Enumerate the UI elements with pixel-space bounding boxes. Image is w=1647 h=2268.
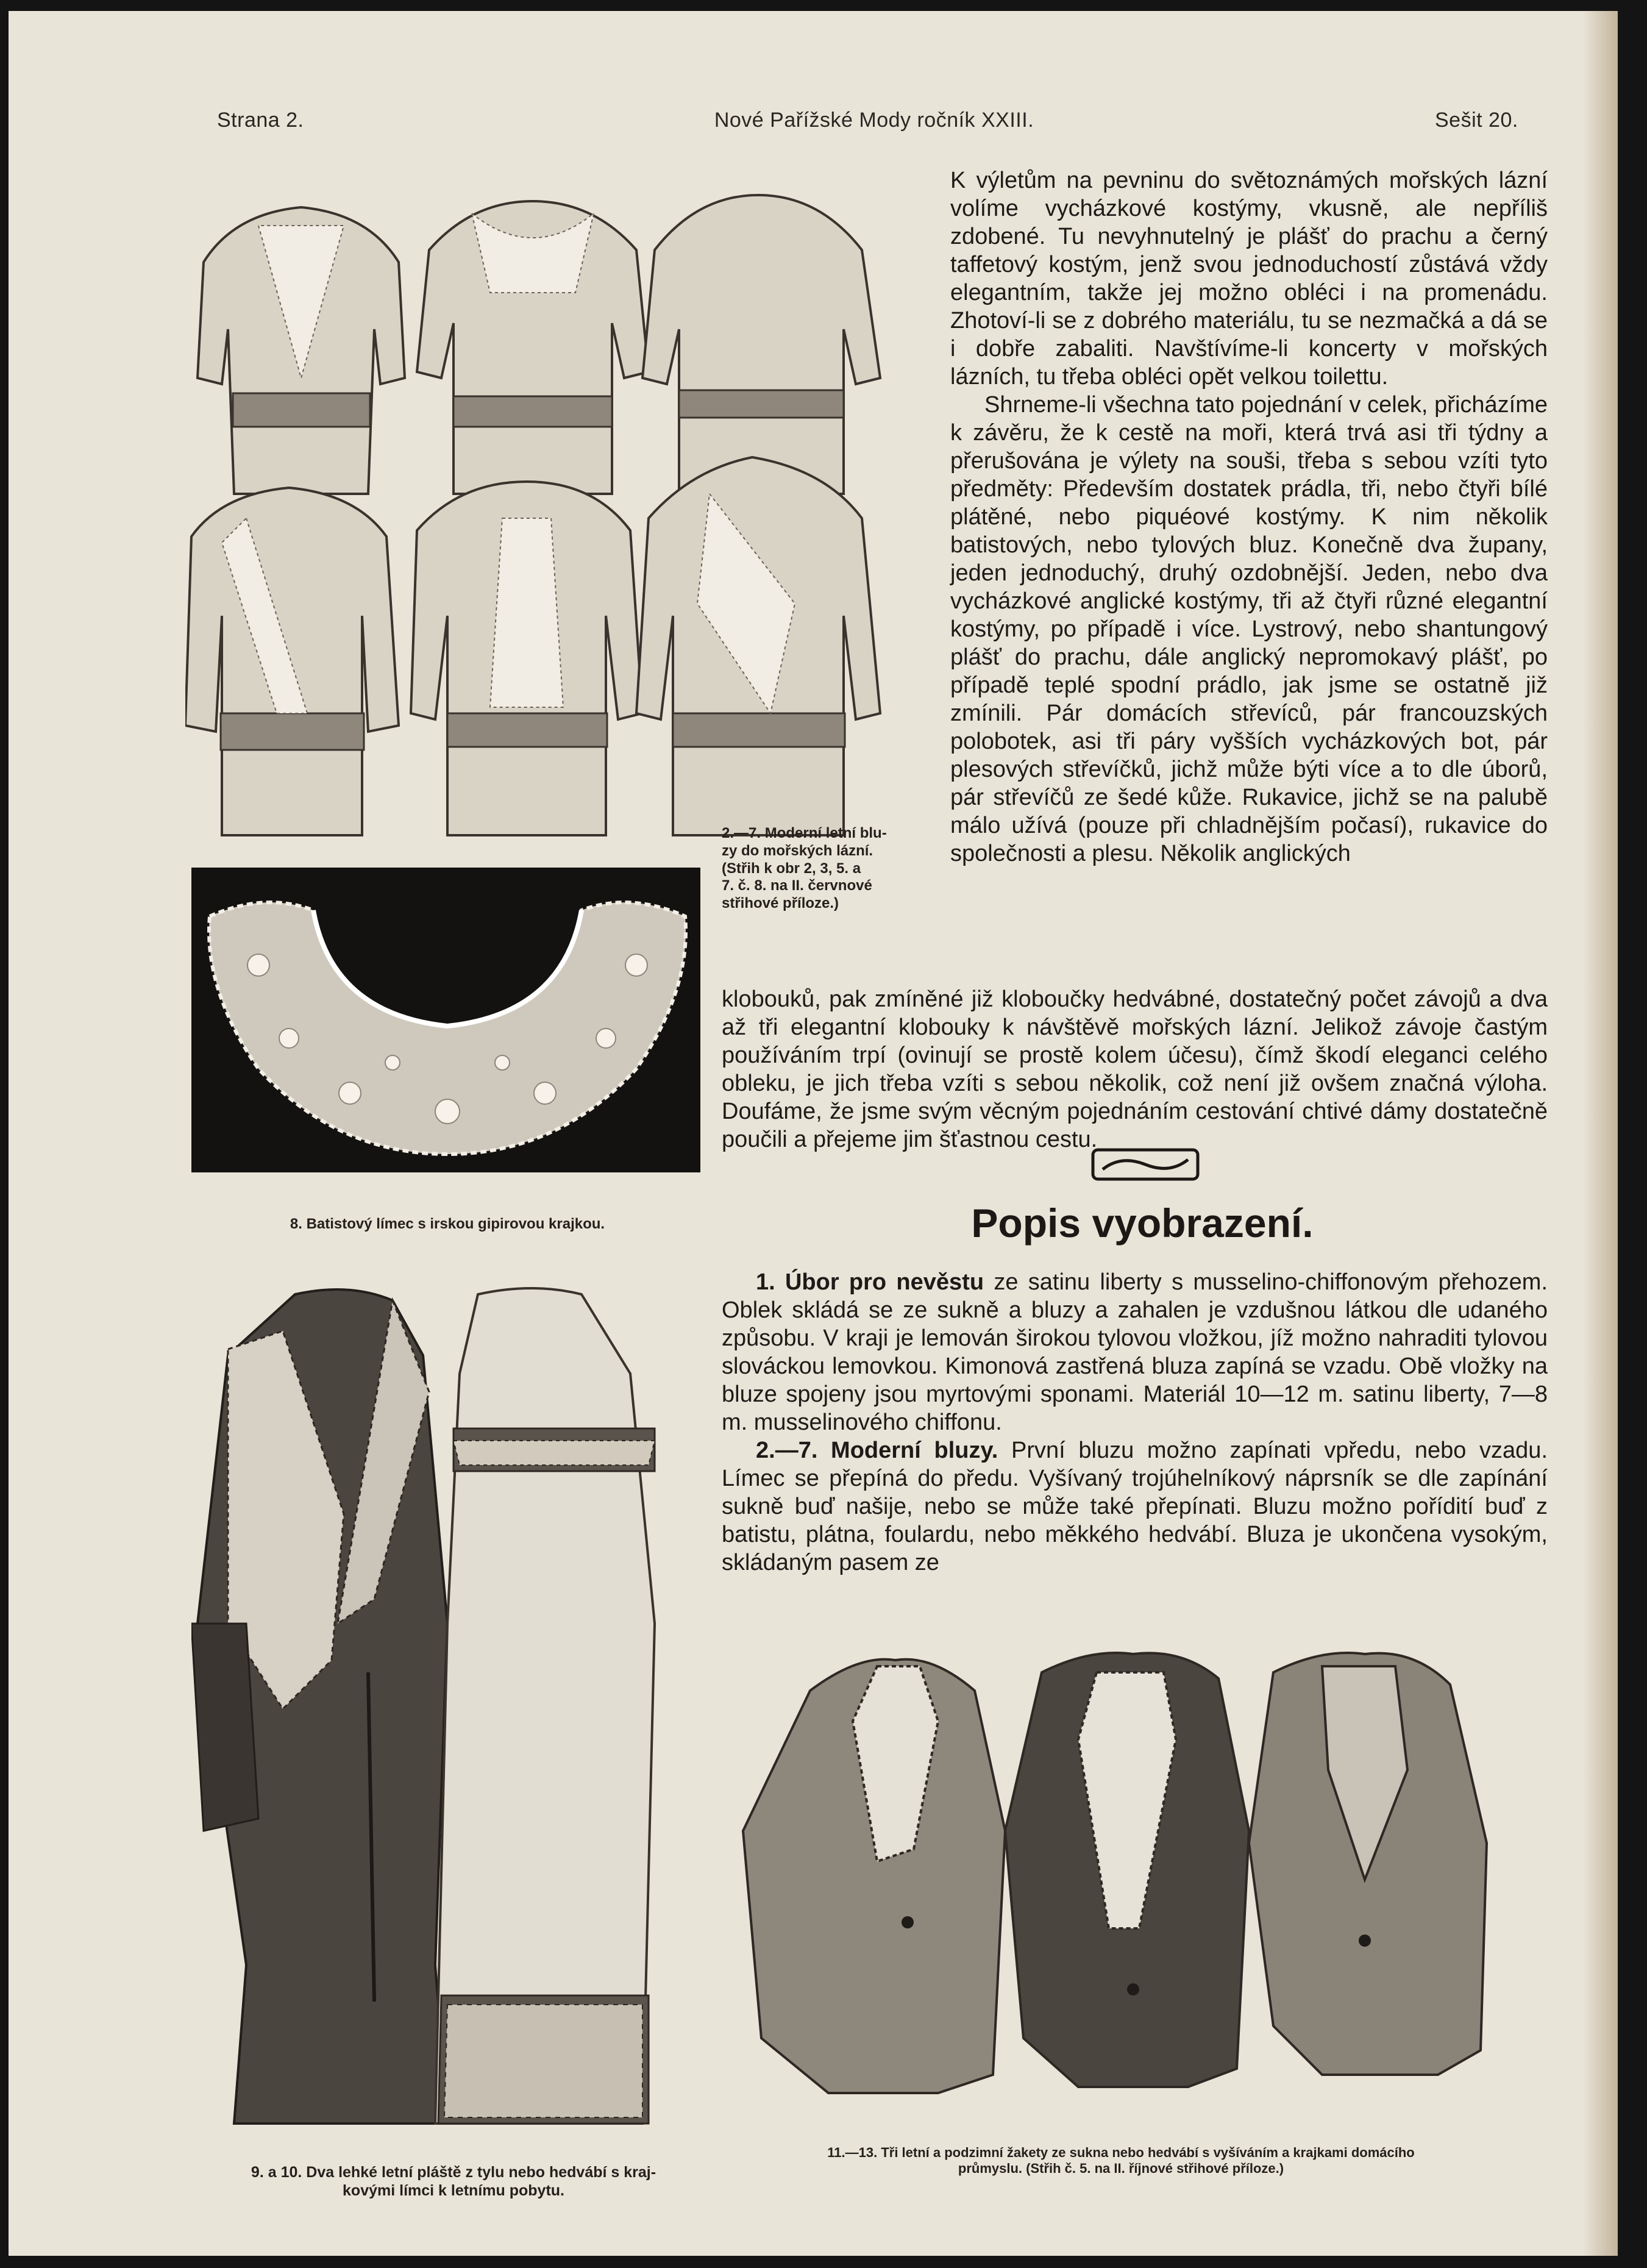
description-text: První bluzu možno zapínati vpředu, nebo vzadu. Límec se přepíná do předu. Vyšívaný trojúhelníkový náprsník se dle zapínání sukně buď našije, nebo se může také přepínati. Bluzu možno pořídití buď z batistu, plátna, foulardu, nebo měkkého hedvábí. Bluza je ukončena vysokým, skládaným pasem ze bbox=[722, 1438, 1548, 1575]
header-magazine-title: Nové Pařížské Mody ročník XXIII. bbox=[714, 109, 1034, 132]
caption-line: 2.—7. Moderní letní blu- bbox=[722, 825, 887, 841]
article-paragraph: K výletům na pevninu do světoznámých mořských lázní volíme vycházkové kostýmy, vkusně, ale nepříliš zdobené. Tu nevyhnutelný je plášť do prachu a černý taffetový kostým, jenž svou jednoduchostí zůstává vždy elegantním, takže jej možno obléci i na promenádu. Zhotoví-li se z dobrého materiálu, tu se nezmačká a dá se i dobře zabaliti. Navštívíme-li koncerty v mořských lázních, tu třeba obléci opět velkou toilettu. bbox=[950, 168, 1548, 390]
collar-caption: 8. Batistový límec s irskou gipirovou krajkou. bbox=[290, 1216, 605, 1232]
description-label: 1. Úbor pro nevěstu bbox=[756, 1269, 984, 1295]
description-item bbox=[722, 1268, 1548, 1436]
header-page-number: Strana 2. bbox=[217, 109, 304, 132]
jackets-caption bbox=[703, 2145, 1539, 2177]
caption-line: střihové příloze.) bbox=[722, 895, 839, 912]
spine-shadow bbox=[1582, 11, 1618, 2256]
ornament-divider bbox=[1090, 1146, 1200, 1183]
caption-line: zy do mořských lázní. bbox=[722, 842, 873, 859]
blouses-caption bbox=[722, 825, 905, 913]
blouses-illustration bbox=[185, 177, 891, 836]
summer-coats-illustration bbox=[191, 1282, 679, 2160]
article-paragraph: Shrneme-li všechna tato pojednání v celek, přicházíme k závěru, že k cestě na moři, která trvá asi tři týdny a přerušována je výlety na souši, třeba s sebou vzíti tyto předměty: Především dostatek prádla, tři, nebo čtyři bílé plátěné, nebo piquéové kostýmy. K nim několik batistových, nebo tylových bluz. Konečně dva župany, jeden jednoduchý, druhý ozdobnější. Jeden, nebo dva vycházkové anglické kostýmy, tři až čtyři různé elegantní kostýmy, po případě i více. Lystrový, nebo shantungový plášť do prachu, dále anglický nepromokavý plášť, po případě teplé spodní prádlo, jak jsme se ostatně již zmínili. Pár domácích střevíců, pár francouzských polobotek, asi tři páry vyšších vycházkových bot, pár plesových střevíčků, jichž může býti více a to dle úborů, pár střevíčů ze šedé kůže. Rukavice, jichž se na palubě málo užívá (pouze při chladnějším počasí), rukavice do společnosti a plesu. Několik anglických bbox=[950, 392, 1548, 866]
article-continuation bbox=[722, 985, 1548, 1154]
coats-caption bbox=[191, 2163, 716, 2200]
description-item bbox=[722, 1436, 1548, 1577]
caption-line: kovými límci k letnímu pobytu. bbox=[343, 2182, 564, 2199]
magazine-page bbox=[9, 11, 1618, 2256]
lace-collar-photo bbox=[191, 868, 700, 1172]
header-issue-number: Sešit 20. bbox=[1435, 109, 1518, 132]
caption-line: 9. a 10. Dva lehké letní pláště z tylu nebo hedvábí s kraj- bbox=[251, 2164, 656, 2181]
article-paragraph: klobouků, pak zmíněné již kloboučky hedvábné, dostatečný počet závojů a dva až tři elegantní klobouky k návštěvě mořských lázní. Jelikož závoje častým používáním trpí (ovinují se prostě kolem účesu), čímž škodí eleganci celého obleku, je jich třeba vzíti s sebou několik, což není již ovšem značná výloha. Doufáme, že jsme svým věcným pojednáním cestování chtivé dámy dostatečně poučili a přejeme jim šťastnou cestu. bbox=[722, 986, 1548, 1152]
jackets-illustration bbox=[737, 1648, 1502, 2111]
caption-line: 11.—13. Tři letní a podzimní žakety ze sukna nebo hedvábí s vyšíváním a krajkami domácího bbox=[827, 2145, 1415, 2160]
section-title: Popis vyobrazení. bbox=[971, 1200, 1314, 1246]
description-text: ze satinu liberty s musselino-chiffonovým přehozem. Oblek skládá se ze sukně a bluzy a zahalen je vzdušnou látkou dle udaného způsobu. V kraji je lemován širokou tylovou vložkou, jíž možno nahraditi tylovou slováckou lemovkou. Kimonová zastřená bluza zapíná se vzadu. Obě vložky na bluze spojeny jsou myrtovými sponami. Materiál 10—12 m. satinu liberty, 7—8 m. musselinového chiffonu. bbox=[722, 1269, 1548, 1435]
caption-line: 7. č. 8. na II. červnové bbox=[722, 877, 872, 894]
caption-line: (Střih k obr 2, 3, 5. a bbox=[722, 860, 861, 877]
descriptions-column bbox=[722, 1268, 1548, 1577]
description-label: 2.—7. Moderní bluzy. bbox=[756, 1438, 998, 1463]
caption-line: průmyslu. (Střih č. 5. na II. říjnové střihové příloze.) bbox=[958, 2161, 1284, 2177]
article-column bbox=[950, 166, 1548, 868]
